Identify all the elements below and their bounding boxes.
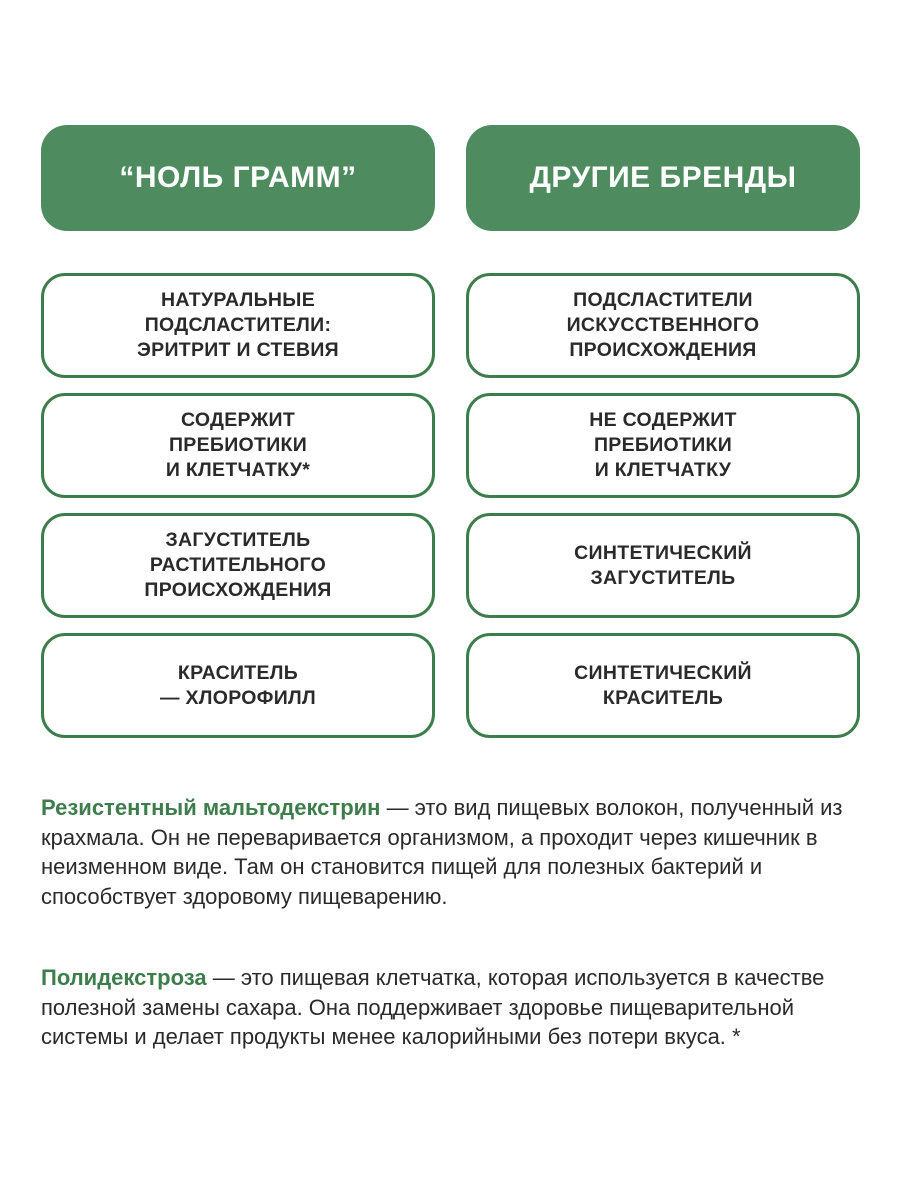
card-left-sweeteners <box>41 273 435 378</box>
card-left-sweeteners-text: НАТУРАЛЬНЫЕ ПОДСЛАСТИТЕЛИ: ЭРИТРИТ И СТЕВИЯ <box>136 289 340 361</box>
card-left-prebiotics <box>41 393 435 498</box>
header-noll-gramm-label: “НОЛЬ ГРАММ” <box>119 161 357 194</box>
note-polydextrose-text: — это пищевая клетчатка, которая используется в качестве полезной замены сахара. Она поддерживает здоровье пищеварительной системы и делает продукты менее калорийными без потери вкуса. * <box>41 965 825 1049</box>
card-right-colorant-text: СИНТЕТИЧЕСКИЙ КРАСИТЕЛЬ <box>574 661 752 709</box>
card-right-sweeteners-text: ПОДСЛАСТИТЕЛИ ИСКУССТВЕННОГО ПРОИСХОЖДЕНИЯ <box>566 289 760 361</box>
card-right-colorant <box>466 633 860 738</box>
card-right-thickener-text: СИНТЕТИЧЕСКИЙ ЗАГУСТИТЕЛЬ <box>574 541 752 589</box>
header-other-brands-label: ДРУГИЕ БРЕНДЫ <box>529 161 797 194</box>
note-maltodextrin-term: Резистентный мальтодекстрин <box>41 795 381 820</box>
card-left-colorant <box>41 633 435 738</box>
card-right-thickener <box>466 513 860 618</box>
card-left-thickener <box>41 513 435 618</box>
card-left-prebiotics-text: СОДЕРЖИТ ПРЕБИОТИКИ И КЛЕТЧАТКУ* <box>165 409 311 481</box>
card-right-prebiotics-text: НЕ СОДЕРЖИТ ПРЕБИОТИКИ И КЛЕТЧАТКУ <box>589 409 737 481</box>
card-left-colorant-text: КРАСИТЕЛЬ — ХЛОРОФИЛЛ <box>159 661 316 709</box>
card-right-sweeteners <box>466 273 860 378</box>
note-maltodextrin <box>41 793 871 911</box>
card-left-thickener-text: ЗАГУСТИТЕЛЬ РАСТИТЕЛЬНОГО ПРОИСХОЖДЕНИЯ <box>144 529 332 601</box>
note-polydextrose-term: Полидекстроза <box>41 965 207 990</box>
note-polydextrose <box>41 963 871 1052</box>
note-maltodextrin-text: — это вид пищевых волокон, полученный из крахмала. Он не переваривается организмом, а проходит через кишечник в неизменном виде. Там он становится пищей для полезных бактерий и способствует здоровому пищеварению. <box>41 795 843 909</box>
header-noll-gramm <box>41 125 435 231</box>
header-other-brands <box>466 125 860 231</box>
card-right-prebiotics <box>466 393 860 498</box>
